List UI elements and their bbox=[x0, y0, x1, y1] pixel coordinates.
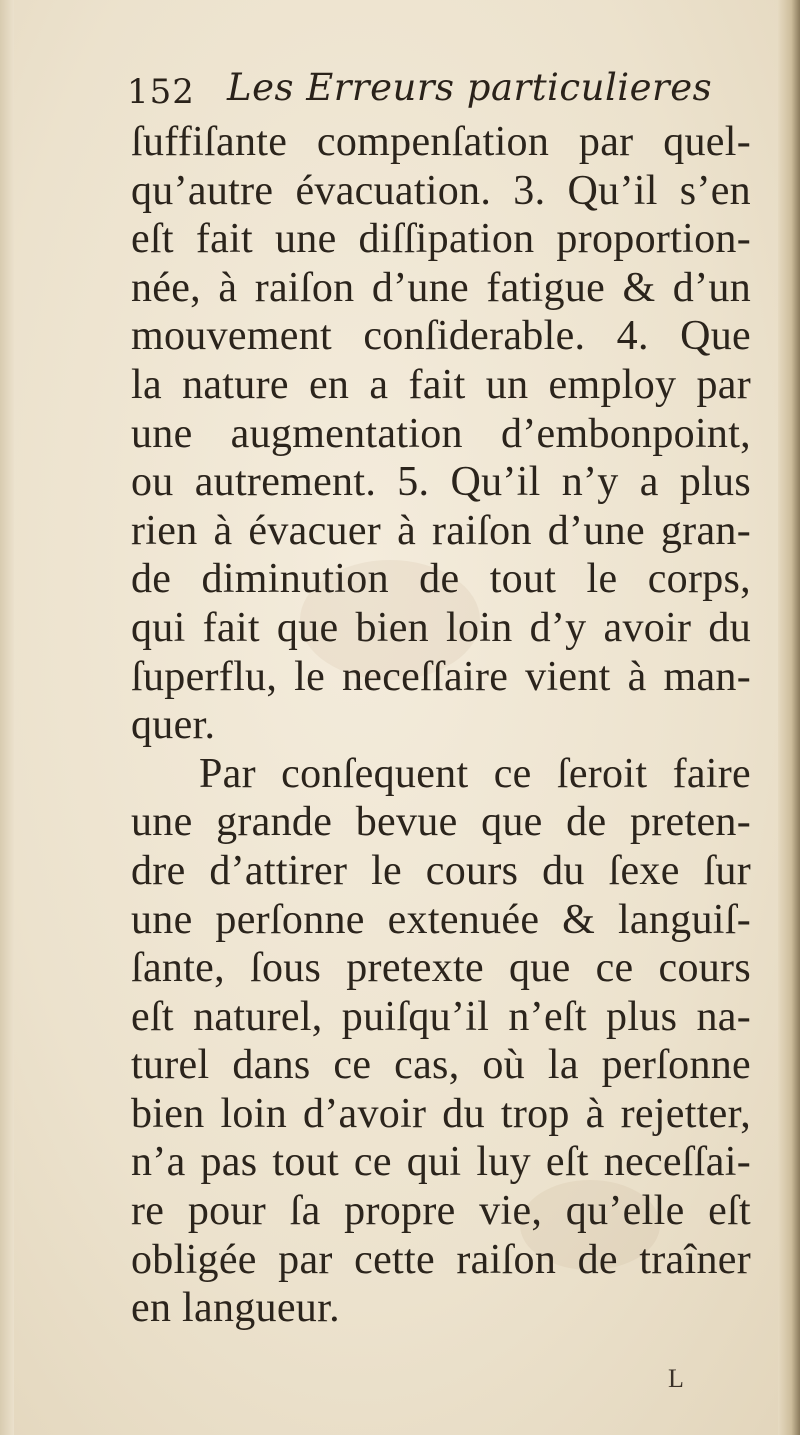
text-line: mouvement conſiderable. 4. Que bbox=[131, 313, 751, 360]
text-line: obligée par cette raiſon de traîner bbox=[131, 1236, 751, 1283]
text-line: ſuffiſante compenſation par quel- bbox=[131, 119, 751, 165]
page-edge-right bbox=[778, 0, 800, 1435]
body-text bbox=[131, 118, 751, 1333]
catchword: L bbox=[668, 1364, 684, 1393]
text-line: Par conſequent ce ſeroit faire bbox=[199, 750, 751, 797]
text-line: quer. bbox=[131, 702, 216, 749]
text-line: ou autrement. 5. Qu’il n’y a plus bbox=[131, 459, 751, 506]
text-line: re pour ſa propre vie, qu’elle eſt bbox=[131, 1188, 751, 1235]
text-line: ſante, ſous pretexte que ce cours bbox=[131, 945, 751, 992]
text-line: dre d’attirer le cours du ſexe ſur bbox=[131, 847, 751, 894]
text-line: une augmentation d’embonpoint, bbox=[131, 410, 751, 457]
text-line: une perſonne extenuée & languiſ- bbox=[131, 896, 751, 943]
text-line: eſt naturel, puiſqu’il n’eſt plus na- bbox=[131, 993, 751, 1040]
text-line: rien à évacuer à raiſon d’une gran- bbox=[131, 507, 751, 554]
text-line: bien loin d’avoir du trop à rejetter, bbox=[131, 1090, 751, 1137]
paragraph bbox=[131, 118, 751, 750]
running-head bbox=[127, 66, 747, 116]
text-line: une grande bevue que de preten- bbox=[131, 799, 751, 846]
paragraph bbox=[131, 750, 751, 1333]
text-line: turel dans ce cas, où la perſonne bbox=[131, 1042, 751, 1089]
text-line: née, à raiſon d’une fatigue & d’un bbox=[131, 264, 751, 311]
text-line: de diminution de tout le corps, bbox=[131, 556, 751, 603]
running-head-title: Les Erreurs particulieres bbox=[227, 66, 713, 109]
page-edge-left bbox=[0, 0, 14, 1435]
text-line: n’a pas tout ce qui luy eſt neceſſai- bbox=[131, 1139, 751, 1186]
text-line: ſuperflu, le neceſſaire vient à man- bbox=[131, 653, 751, 700]
text-line: la nature en a fait un employ par bbox=[131, 361, 751, 408]
text-line: eſt fait une diſſipation proportion- bbox=[131, 216, 751, 263]
text-line: qu’autre évacuation. 3. Qu’il s’en bbox=[131, 167, 751, 214]
page-number: 152 bbox=[127, 72, 195, 112]
text-line: qui fait que bien loin d’y avoir du bbox=[131, 604, 751, 651]
text-line: en langueur. bbox=[131, 1285, 340, 1332]
